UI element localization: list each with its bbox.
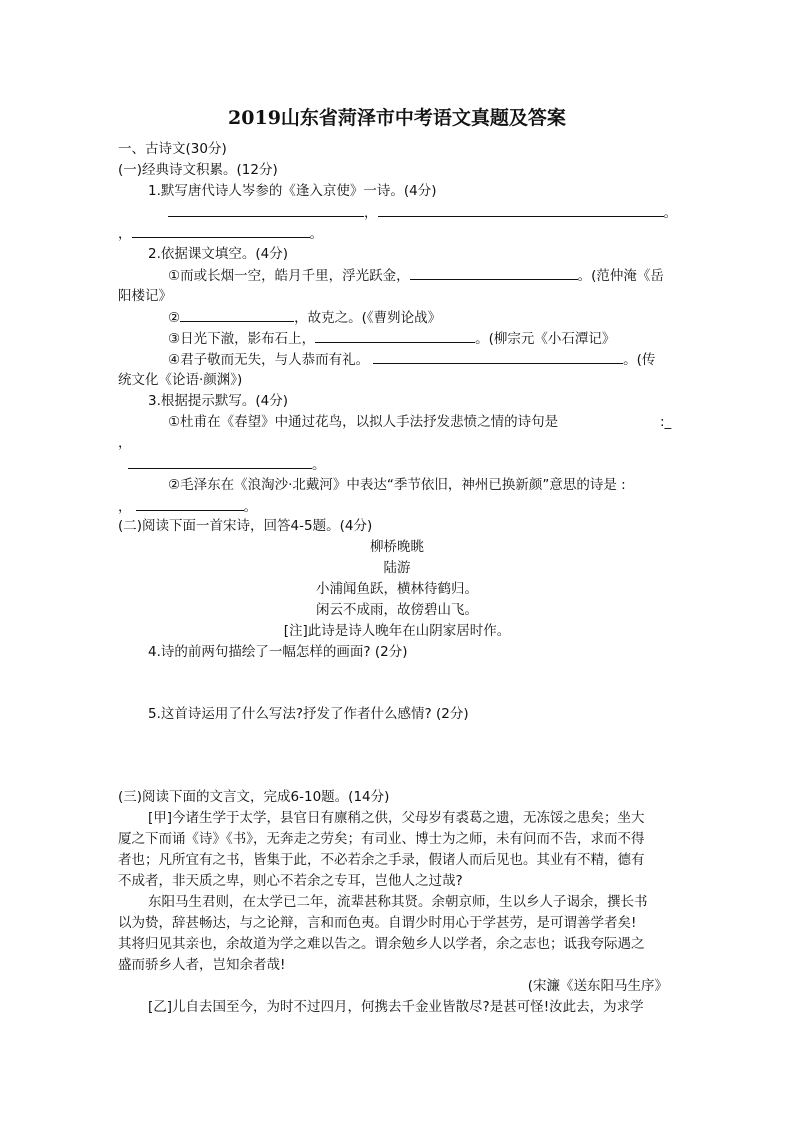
punct: ， — [364, 205, 378, 221]
passage-line: 厦之下而诵《诗》《书》，无奔走之劳矣；有司业、博士为之师，未有问而不告，求而不得 — [118, 831, 645, 847]
answer-blank[interactable] — [132, 223, 310, 238]
part-heading: (一)经典诗文积累。(12分) — [118, 162, 278, 178]
fill-line — [168, 265, 664, 286]
question-2: 2.依据课文填空。(4分) — [148, 246, 289, 262]
punct: 。 — [243, 499, 257, 515]
source-text: 阳楼记》 — [118, 288, 172, 304]
question-3: 3.根据提示默写。(4分) — [148, 393, 289, 409]
fill-line — [168, 328, 615, 349]
part-heading: (三)阅读下面的文言文，完成6-10题。(14分) — [118, 789, 390, 805]
prompt-text: ①而或长烟一空，皓月千里，浮光跃金， — [168, 268, 410, 284]
question-4: 4.诗的前两句描绘了一幅怎样的画面? (2分) — [148, 644, 408, 660]
poem-line: 小浦闻鱼跃，横林待鹤归。 — [316, 581, 478, 597]
section-heading: 一、古诗文(30分) — [118, 141, 227, 157]
answer-line — [118, 223, 323, 244]
answer-blank[interactable] — [315, 328, 475, 343]
fill-line — [168, 349, 655, 370]
source-text: 。(传 — [623, 352, 656, 368]
prompt-text: ③日光下澈，影布石上， — [168, 331, 316, 347]
answer-blank[interactable] — [410, 265, 578, 280]
answer-blank[interactable] — [168, 202, 364, 217]
answer-blank[interactable] — [180, 307, 294, 322]
part-heading: (二)阅读下面一首宋诗，回答4-5题。(4分) — [118, 518, 373, 534]
prompt-text: ② — [168, 310, 181, 326]
answer-line — [118, 496, 257, 517]
source-text: ，故克之。(《曹刿论战》 — [294, 310, 442, 326]
punct: :_ — [660, 414, 672, 430]
source-text: 统文化《论语·颜渊》) — [118, 372, 243, 388]
punct: 。 — [312, 457, 326, 473]
punct: ， — [118, 435, 132, 451]
passage-line: 者也；凡所宜有之书，皆集于此，不必若余之手录，假诸人而后见也。其业有不精，德有 — [118, 852, 645, 868]
answer-blank[interactable] — [136, 496, 244, 511]
passage-line: 以为贽，辞甚畅达，与之论辩，言和而色夷。自谓少时用心于学甚劳，是可谓善学者矣! — [118, 915, 637, 931]
source-text: 。(柳宗元《小石潭记》 — [475, 331, 616, 347]
source-text: 。(范仲淹《岳 — [577, 268, 664, 284]
poem-line: 闲云不成雨，故傍碧山飞。 — [316, 602, 478, 618]
passage-line: 其将归见其亲也，余故道为学之难以告之。谓余勉乡人以学者，余之志也；诋我夸际遇之 — [118, 936, 645, 952]
punct: 。 — [309, 226, 323, 242]
punct: 。 — [663, 205, 677, 221]
fill-line — [168, 307, 441, 328]
passage-line: 不成者，非天质之卑，则心不若余之专耳，岂他人之过哉? — [118, 873, 463, 889]
prompt-text: ①杜甫在《春望》中通过花鸟，以拟人手法抒发悲愤之情的诗句是 — [168, 414, 559, 430]
passage-line: 盛而骄乡人者，岂知余者哉! — [118, 957, 286, 973]
answer-line — [168, 202, 677, 223]
passage-line: 东阳马生君则，在太学已二年，流辈甚称其贤。余朝京师，生以乡人子谒余，撰长书 — [148, 894, 648, 910]
question-5: 5.这首诗运用了什么写法?抒发了作者什么感情? (2分) — [148, 706, 469, 722]
answer-blank[interactable] — [373, 349, 623, 364]
passage-line: [甲]今诸生学于太学，县官日有廪稍之供，父母岁有裘葛之遗，无冻馁之患矣；坐大 — [148, 810, 645, 826]
punct: ， — [118, 499, 132, 515]
answer-blank[interactable] — [128, 454, 312, 469]
punct: ， — [118, 226, 132, 242]
page-title: 2019山东省菏泽市中考语文真题及答案 — [228, 107, 566, 129]
answer-line — [128, 454, 326, 475]
passage-line: [乙]儿自去国至今，为时不过四月，何携去千金业皆散尽?是甚可怪!汝此去，为求学 — [148, 999, 644, 1015]
poem-note: [注]此诗是诗人晚年在山阴家居时作。 — [283, 623, 511, 639]
answer-blank[interactable] — [378, 202, 664, 217]
prompt-text: ④君子敬而无失，与人恭而有礼。 — [168, 352, 370, 368]
poem-title: 柳桥晚眺 — [370, 539, 424, 555]
passage-source: (宋濂《送东阳马生序》 — [527, 978, 668, 994]
question-1: 1.默写唐代诗人岑参的《逢入京使》一诗。(4分) — [148, 183, 437, 199]
poem-author: 陆游 — [383, 560, 411, 576]
prompt-text: ②毛泽东在《浪淘沙·北戴河》中表达“季节依旧，神州已换新颜”意思的诗是 : — [168, 477, 626, 493]
